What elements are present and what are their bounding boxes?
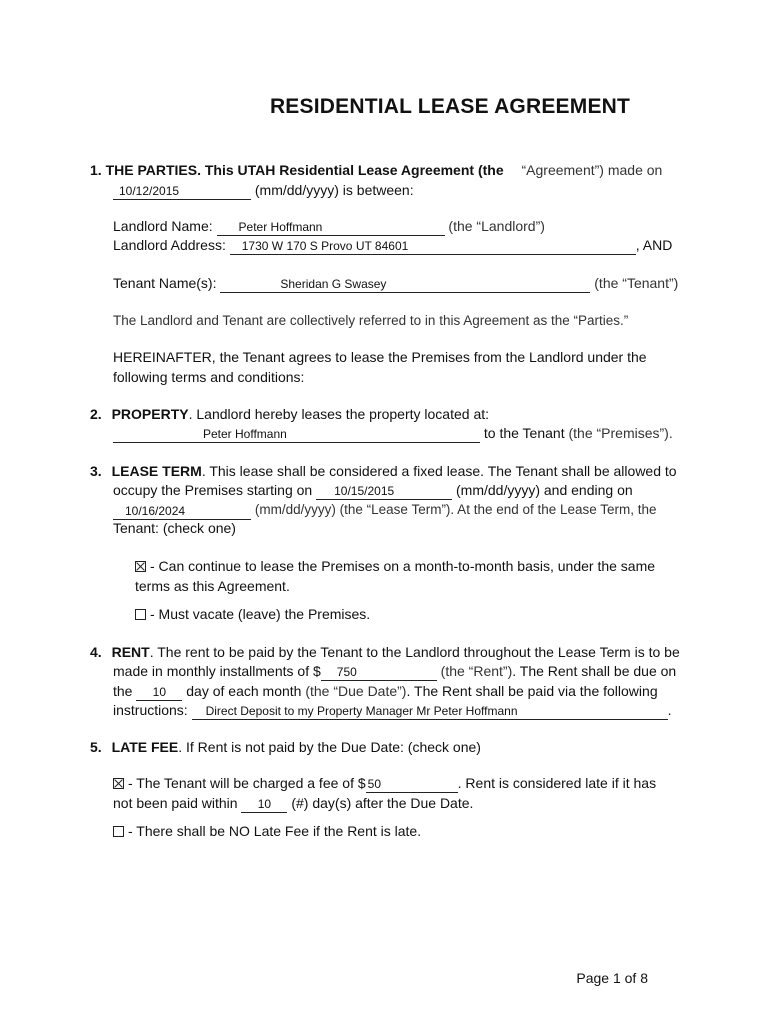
late-fee-option-charge	[113, 773, 656, 793]
lease-option-vacate	[135, 604, 370, 624]
rent-due-mid: day of each month	[186, 683, 302, 699]
property-heading: PROPERTY	[111, 406, 189, 422]
parties-heading-line	[90, 160, 662, 180]
late-fee-days-prefix: not been paid within	[113, 795, 238, 811]
parties-heading: 1. THE PARTIES. This UTAH Residential Lease Agreement (the	[90, 162, 504, 178]
rent-due-suffix: . The Rent shall be paid via the following	[406, 683, 658, 699]
rent-heading-line	[90, 642, 680, 662]
agreement-date-value: 10/12/2015	[119, 184, 180, 198]
rent-due-day-value: 10	[152, 685, 167, 699]
agreement-date-field[interactable]	[113, 186, 251, 200]
parties-heading-tail: “Agreement”) made on	[521, 162, 663, 178]
rent-amount-prefix: made in monthly installments of $	[113, 663, 321, 679]
landlord-address-line	[113, 235, 672, 255]
lease-term-check-one: Tenant: (check one)	[113, 520, 236, 536]
rent-instructions-line	[113, 700, 671, 720]
property-suffix-b: (the “Premises”).	[568, 425, 673, 441]
lease-term-heading: LEASE TERM	[111, 463, 202, 479]
lease-start-suffix: (mm/dd/yyyy) and ending on	[456, 482, 633, 498]
parties-collective-text: The Landlord and Tenant are collectively referred to in this Agreement as the “Parties.”	[113, 313, 629, 328]
late-fee-days-suffix: (#) day(s) after the Due Date.	[291, 795, 474, 811]
month-to-month-text: - Can continue to lease the Premises on a month-to-month basis, under the same	[150, 558, 656, 574]
lease-option-month-to-month	[135, 556, 655, 576]
agreement-date-suffix: (mm/dd/yyyy) is between:	[254, 182, 414, 198]
rent-amount-field[interactable]	[321, 667, 437, 681]
rent-due-prefix: the	[113, 683, 133, 699]
property-suffix-a: to the Tenant	[483, 425, 565, 441]
rent-instructions-value: Direct Deposit to my Property Manager Mr Peter Hoffmann	[205, 704, 518, 718]
landlord-address-label: Landlord Address:	[113, 237, 226, 253]
rent-instructions-suffix: .	[667, 702, 672, 718]
landlord-address-field[interactable]	[230, 241, 636, 255]
document-title: RESIDENTIAL LEASE AGREEMENT	[269, 95, 631, 118]
landlord-name-line	[113, 216, 545, 236]
no-late-fee-text: - There shall be NO Late Fee if the Rent is late.	[128, 823, 422, 839]
tenant-name-suffix: (the “Tenant”)	[594, 275, 679, 291]
rent-instructions-field[interactable]	[192, 706, 668, 720]
late-fee-charge-prefix: - The Tenant will be charged a fee of $	[128, 775, 366, 791]
hereinafter-line-2: following terms and conditions:	[113, 369, 305, 385]
rent-heading: RENT	[111, 644, 150, 660]
hereinafter-line-1: HEREINAFTER, the Tenant agrees to lease the Premises from the Landlord under the	[113, 349, 647, 365]
late-fee-amount-value: 50	[367, 777, 381, 791]
property-number: 2.	[90, 406, 102, 422]
tenant-name-value: Sheridan G Swasey	[280, 277, 387, 291]
late-fee-charge-checkbox[interactable]	[113, 778, 124, 789]
month-to-month-checkbox[interactable]	[135, 561, 146, 572]
tenant-name-field[interactable]	[220, 279, 590, 293]
agreement-date-line	[113, 180, 414, 200]
property-text: . Landlord hereby leases the property located at:	[188, 406, 490, 422]
lease-end-suffix: (mm/dd/yyyy) (the “Lease Term”). At the end of the Lease Term, the	[254, 502, 657, 517]
lease-end-line	[113, 499, 657, 520]
rent-amount-line	[113, 661, 676, 681]
lease-start-line	[113, 480, 633, 500]
lease-start-field[interactable]	[316, 486, 452, 500]
tenant-name-line	[113, 273, 678, 293]
lease-start-prefix: occupy the Premises starting on	[113, 482, 313, 498]
vacate-checkbox[interactable]	[135, 609, 146, 620]
property-heading-line	[90, 404, 489, 424]
rent-amount-value: 750	[336, 665, 357, 679]
property-address-value: Peter Hoffmann	[203, 427, 287, 441]
lease-start-value: 10/15/2015	[334, 484, 395, 498]
landlord-name-field[interactable]	[217, 222, 445, 236]
rent-instructions-label: instructions:	[113, 702, 188, 718]
property-address-field[interactable]	[113, 429, 480, 443]
late-fee-amount-field[interactable]	[366, 779, 458, 793]
tenant-name-label: Tenant Name(s):	[113, 275, 217, 291]
late-fee-heading: LATE FEE	[111, 739, 179, 755]
page-number: Page 1 of 8	[576, 970, 648, 986]
landlord-name-label: Landlord Name:	[113, 218, 213, 234]
property-address-line	[113, 423, 673, 443]
rent-due-date-label: (the “Due Date”)	[305, 683, 407, 699]
late-fee-option-none	[113, 821, 421, 841]
late-fee-charge-suffix: . Rent is considered late if it has	[457, 775, 657, 791]
late-fee-days-value: 10	[257, 797, 272, 811]
lease-term-heading-line	[90, 461, 677, 481]
landlord-name-value: Peter Hoffmann	[238, 220, 323, 234]
late-fee-text: . If Rent is not paid by the Due Date: (check one)	[178, 739, 481, 755]
late-fee-number: 5.	[90, 739, 102, 755]
rent-amount-suffix: . The Rent shall be due on	[512, 663, 677, 679]
landlord-address-suffix: , AND	[635, 237, 673, 253]
rent-text: . The rent to be paid by the Tenant to the Landlord throughout the Lease Term is to be	[149, 644, 680, 660]
lease-end-value: 10/16/2024	[125, 504, 186, 518]
late-fee-heading-line	[90, 737, 481, 757]
landlord-address-value: 1730 W 170 S Provo UT 84601	[241, 239, 409, 253]
vacate-text: - Must vacate (leave) the Premises.	[150, 606, 371, 622]
month-to-month-text-line-2: terms as this Agreement.	[135, 578, 290, 594]
rent-amount-mid: (the “Rent”)	[440, 663, 513, 679]
rent-due-day-field[interactable]	[136, 687, 182, 701]
rent-number: 4.	[90, 644, 102, 660]
landlord-name-suffix: (the “Landlord”)	[448, 218, 545, 234]
rent-due-line	[113, 681, 658, 701]
late-fee-days-line	[113, 793, 473, 813]
lease-term-text: . This lease shall be considered a fixed lease. The Tenant shall be allowed to	[201, 463, 677, 479]
lease-term-number: 3.	[90, 463, 102, 479]
late-fee-days-field[interactable]	[241, 799, 287, 813]
no-late-fee-checkbox[interactable]	[113, 826, 124, 837]
